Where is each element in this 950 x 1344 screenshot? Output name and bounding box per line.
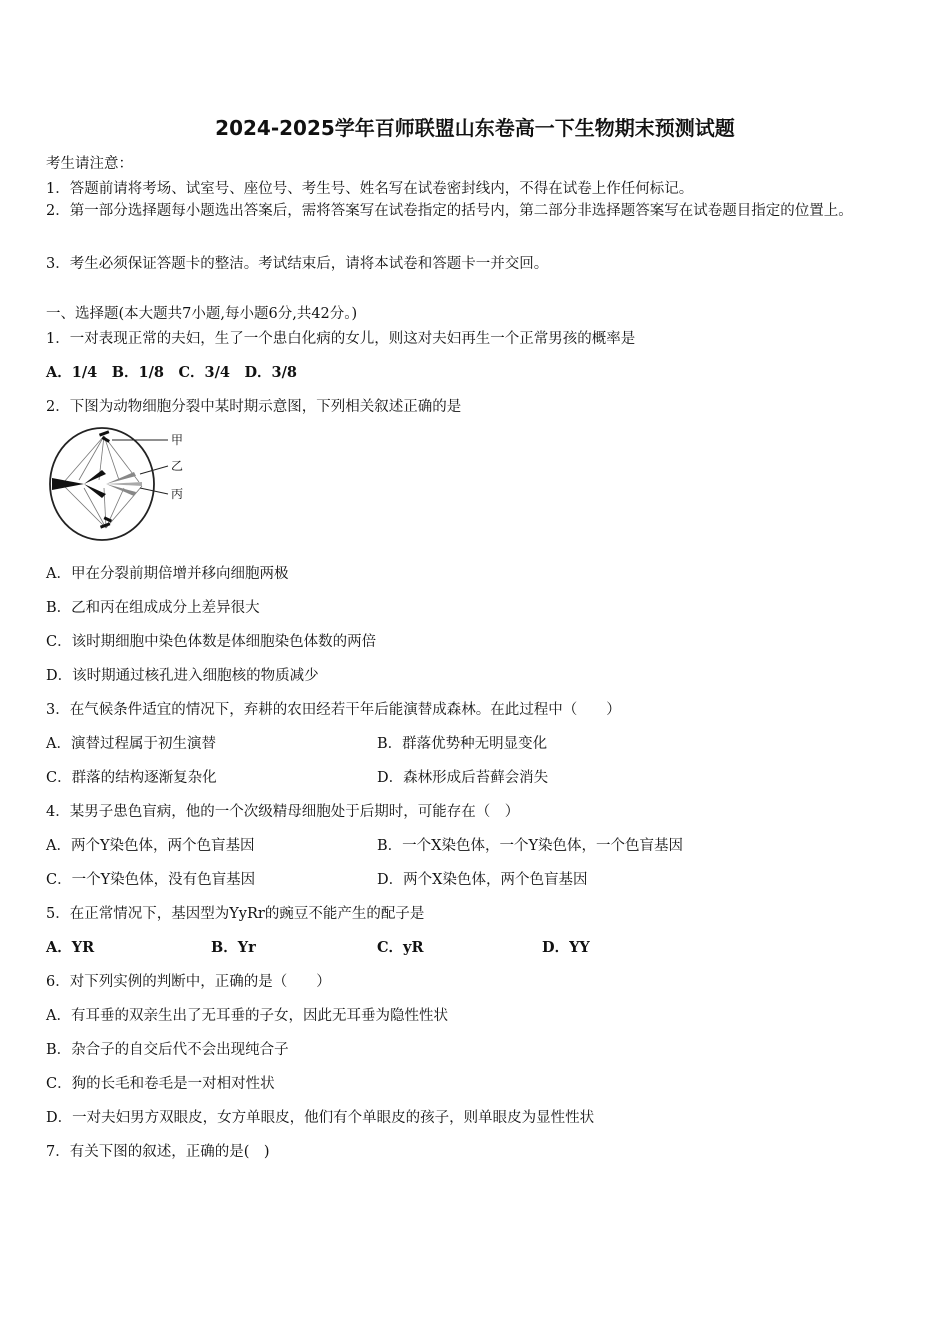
section-heading: 一、选择题(本大题共7小题,每小题6分,共42分。)	[46, 306, 358, 322]
q3-option-d: D．森林形成后苔藓会消失	[377, 770, 549, 786]
q4-option-a: A．两个Y染色体，两个色盲基因	[46, 838, 255, 854]
label-yi: 乙	[171, 459, 184, 473]
q6-option-b: B．杂合子的自交后代不会出现纯合子	[46, 1042, 289, 1058]
spindle-fibers	[64, 436, 142, 528]
chromosomes	[52, 470, 142, 498]
notice-heading: 考生请注意：	[46, 156, 133, 172]
q6-option-d: D．一对夫妇男方双眼皮，女方单眼皮，他们有个单眼皮的孩子，则单眼皮为显性性状	[46, 1110, 595, 1126]
q4-option-c: C．一个Y染色体，没有色盲基因	[46, 872, 256, 888]
q2-option-c: C．该时期细胞中染色体数是体细胞染色体数的两倍	[46, 634, 377, 650]
label-bing: 丙	[171, 487, 184, 501]
q5-stem: 5．在正常情况下，基因型为YyRr的豌豆不能产生的配子是	[46, 906, 425, 922]
q4-stem: 4．某男子患色盲病，他的一个次级精母细胞处于后期时，可能存在（ ）	[46, 804, 520, 820]
q3-stem: 3．在气候条件适宜的情况下，弃耕的农田经若干年后能演替成森林。在此过程中（ ）	[46, 702, 621, 718]
q6-option-a: A．有耳垂的双亲生出了无耳垂的子女，因此无耳垂为隐性性状	[46, 1008, 448, 1024]
q2-option-a: A．甲在分裂前期倍增并移向细胞两极	[46, 566, 289, 582]
q5-option-a: A．YR	[46, 939, 95, 956]
q4-option-b: B．一个X染色体，一个Y染色体，一个色盲基因	[377, 838, 684, 854]
notice-item-2: 2．第一部分选择题每小题选出答案后，需将答案写在试卷指定的括号内，第二部分非选择题答案写在试卷题目指定的位置上。	[46, 203, 853, 219]
label-lines	[112, 440, 168, 494]
q6-option-c: C．狗的长毛和卷毛是一对相对性状	[46, 1076, 275, 1092]
q6-stem: 6．对下列实例的判断中，正确的是（ ）	[46, 974, 331, 990]
cell-division-figure	[44, 422, 194, 546]
q2-option-b: B．乙和丙在组成成分上差异很大	[46, 600, 260, 616]
notice-item-1: 1．答题前请将考场、试室号、座位号、考生号、姓名写在试卷密封线内，不得在试卷上作任何标记。	[46, 181, 694, 197]
q2-stem: 2．下图为动物细胞分裂中某时期示意图，下列相关叙述正确的是	[46, 399, 462, 415]
label-jia: 甲	[171, 433, 184, 447]
q3-option-b: B．群落优势种无明显变化	[377, 736, 548, 752]
q3-option-a: A．演替过程属于初生演替	[46, 736, 216, 752]
q1-stem: 1．一对表现正常的夫妇，生了一个患白化病的女儿，则这对夫妇再生一个正常男孩的概率是	[46, 331, 636, 347]
q5-option-b: B．Yr	[211, 939, 256, 956]
q3-option-c: C．群落的结构逐渐复杂化	[46, 770, 217, 786]
q2-option-d: D．该时期通过核孔进入细胞核的物质减少	[46, 668, 319, 684]
q4-option-d: D．两个X染色体，两个色盲基因	[377, 872, 588, 888]
page-title: 2024-2025学年百师联盟山东卷高一下生物期末预测试题	[215, 116, 735, 140]
q5-option-c: C．yR	[377, 939, 424, 956]
q5-option-d: D．YY	[542, 939, 590, 956]
q1-options: A．1/4 B．1/8 C．3/4 D．3/8	[46, 364, 298, 381]
notice-item-3: 3．考生必须保证答题卡的整洁。考试结束后，请将本试卷和答题卡一并交回。	[46, 256, 549, 272]
q7-stem: 7．有关下图的叙述，正确的是( )	[46, 1144, 270, 1160]
